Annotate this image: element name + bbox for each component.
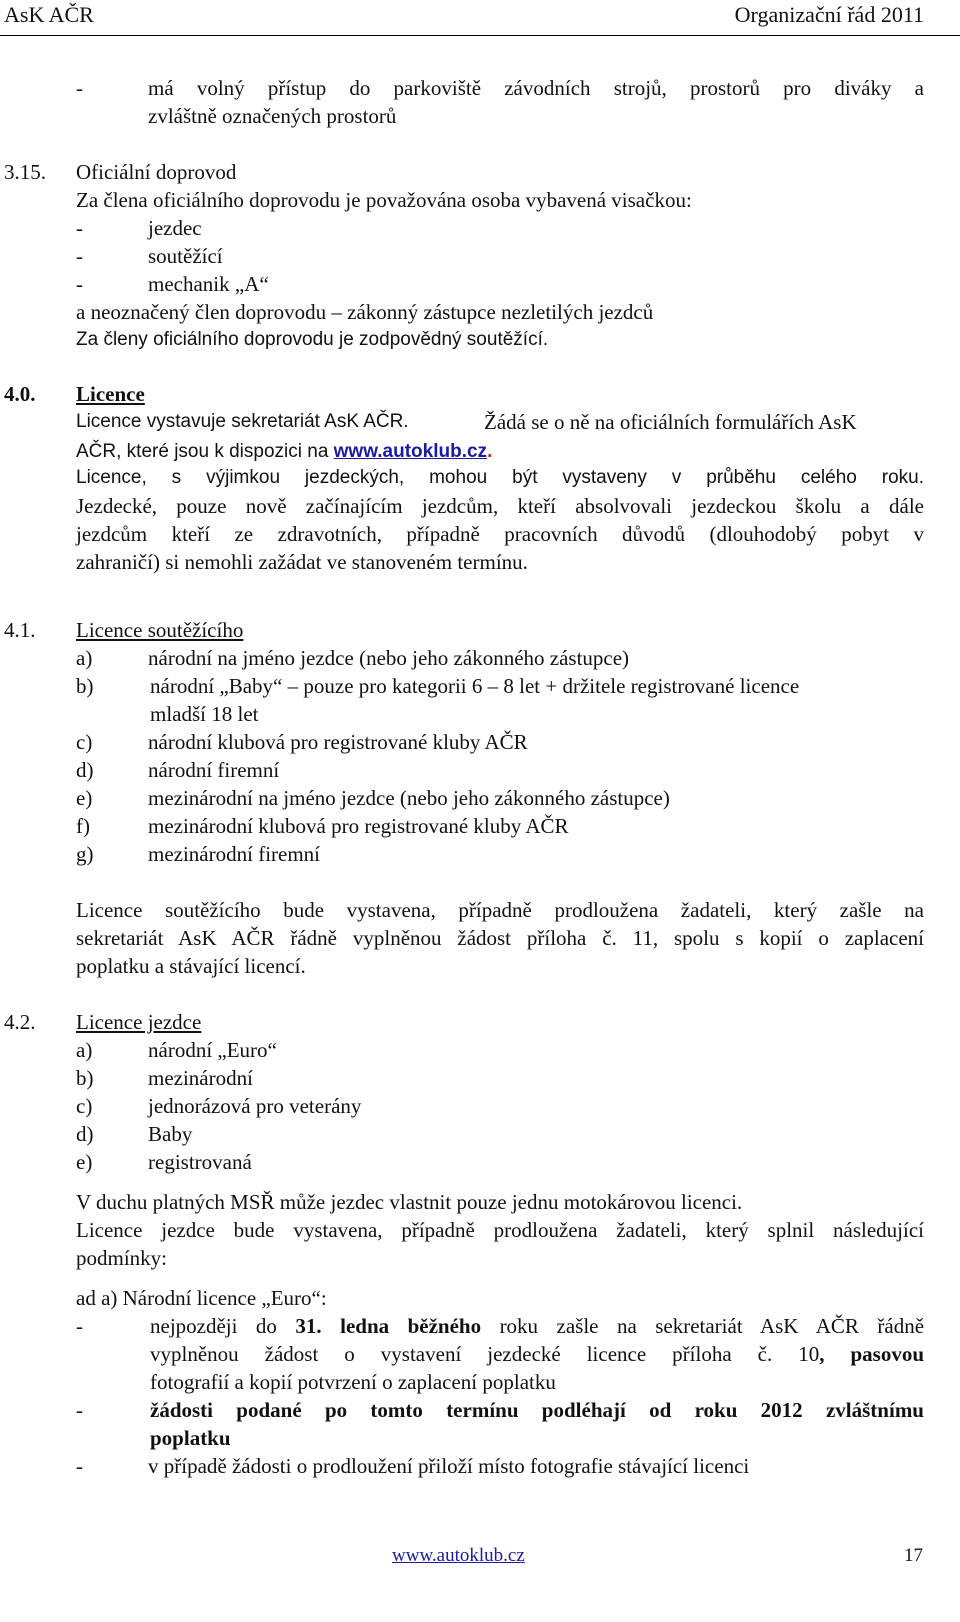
s42-bullet-dash: - [76, 1454, 83, 1478]
s42-bullet3: v případě žádosti o prodloužení přiloží místo fotografie stávající licenci [148, 1454, 750, 1478]
s42-item-letter: e) [76, 1150, 93, 1174]
s42-bullet1-line1 [150, 1312, 924, 1340]
intro-line2: zvláštně označených prostorů [148, 104, 397, 128]
s42-conditions-line1: Licence jezdce bude vystavena, případně prodloužena žadateli, který splnil následující [76, 1218, 924, 1242]
s315-item-dash: - [76, 244, 83, 268]
s42-bullet1-line3: fotografií a kopií potvrzení o zaplacení poplatku [150, 1370, 556, 1394]
s315-unmarked: a neoznačený člen doprovodu – zákonný zástupce nezletilých jezdců [76, 300, 654, 324]
s41-item-letter: c) [76, 730, 93, 754]
s315-responsibility: Za členy oficiálního doprovodu je zodpovědný soutěžící. [76, 329, 549, 350]
s42-bullet-dash: - [76, 1398, 83, 1422]
s41-number: 4.1. [4, 618, 36, 642]
s315-item: jezdec [148, 216, 202, 240]
s315-item-dash: - [76, 272, 83, 296]
page-number: 17 [904, 1545, 923, 1566]
s41-item-letter: f) [76, 814, 90, 838]
s41-p-line3: poplatku a stávající licencí. [76, 954, 306, 978]
s42-ad-a: ad a) Národní licence „Euro“: [76, 1286, 327, 1310]
s42-bullet1-deadline: 31. ledna běžného [295, 1314, 482, 1338]
s42-item-letter: d) [76, 1122, 94, 1146]
s42-msr: V duchu platných MSŘ může jezdec vlastnit pouze jednu motokárovou licenci. [76, 1190, 743, 1214]
intro-line1: má volný přístup do parkoviště závodních strojů, prostorů pro diváky a [148, 76, 924, 100]
s40-p1-part-b: Žádá se o ně na oficiálních formulářích AsK [484, 410, 857, 434]
s40-title: Licence [76, 382, 145, 406]
s42-item-letter: c) [76, 1094, 93, 1118]
s40-p1-part-a: Licence vystavuje sekretariát AsK AČR. [76, 411, 409, 432]
footer-link[interactable]: www.autoklub.cz [392, 1545, 525, 1566]
s41-item: mezinárodní na jméno jezdce (nebo jeho zákonného zástupce) [148, 786, 670, 810]
autoklub-link[interactable]: www.autoklub.cz [333, 441, 488, 462]
s41-p-line2: sekretariát AsK AČR řádně vyplněnou žádost příloha č. 11, spolu s kopií o zaplacení [76, 926, 924, 950]
intro-dash: - [76, 76, 83, 100]
s41-item-letter: e) [76, 786, 93, 810]
s41-title: Licence soutěžícího [76, 618, 244, 642]
s40-p1-line2-text: AČR, které jsou k dispozici na [76, 441, 329, 462]
s315-item: soutěžící [148, 244, 223, 268]
s315-number: 3.15. [4, 160, 46, 184]
s42-conditions-line2: podmínky: [76, 1246, 168, 1270]
s41-item-letter: a) [76, 646, 93, 670]
s41-item: národní na jméno jezdce (nebo jeho zákonného zástupce) [148, 646, 630, 670]
s41-item: národní firemní [148, 758, 280, 782]
s42-item: registrovaná [148, 1150, 252, 1174]
s42-bullet1-pre: nejpozději do [150, 1314, 277, 1338]
s42-number: 4.2. [4, 1010, 36, 1034]
s40-p1-line2 [76, 436, 492, 466]
header-rule [0, 35, 960, 36]
s40-p1-dot: . [487, 441, 493, 462]
header-right: Organizační řád 2011 [734, 2, 924, 27]
s42-bullet1-post: roku zašle na sekretariát AsK AČR řádně [499, 1314, 925, 1338]
s42-bullet2-line1: žádosti podané po tomto termínu podléhají od roku 2012 zvláštnímu [150, 1398, 924, 1422]
s41-item-cont: mladší 18 let [150, 702, 259, 726]
s42-bullet-dash: - [76, 1314, 83, 1338]
s40-number: 4.0. [4, 382, 36, 406]
s42-item: jednorázová pro veterány [148, 1094, 362, 1118]
s41-item: mezinárodní klubová pro registrované kluby AČR [148, 814, 569, 838]
s40-p3-line2: jezdcům kteří ze zdravotních, případně pracovních důvodů (dlouhodobý pobyt v [76, 522, 924, 546]
s40-p2: Licence, s výjimkou jezdeckých, mohou být vystaveny v průběhu celého roku. [76, 467, 924, 488]
s41-item-letter: g) [76, 842, 94, 866]
s315-lead: Za člena oficiálního doprovodu je považována osoba vybavená visačkou: [76, 188, 692, 212]
s42-item-letter: a) [76, 1038, 93, 1062]
s42-bullet1-line2 [150, 1340, 924, 1368]
s41-item: mezinárodní firemní [148, 842, 321, 866]
s42-item: národní „Euro“ [148, 1038, 277, 1062]
s42-item: mezinárodní [148, 1066, 253, 1090]
s41-item-letter: d) [76, 758, 94, 782]
s41-item: národní „Baby“ – pouze pro kategorii 6 – 8 let + držitele registrované licence [150, 674, 800, 698]
s42-bullet2-line2: poplatku [150, 1426, 231, 1450]
s315-item-dash: - [76, 216, 83, 240]
s41-item: národní klubová pro registrované kluby AČR [148, 730, 528, 754]
s42-bullet1-l2b: , pasovou [819, 1342, 924, 1366]
s42-item-letter: b) [76, 1066, 94, 1090]
s42-title: Licence jezdce [76, 1010, 202, 1034]
s40-p3-line1: Jezdecké, pouze nově začínajícím jezdcům, kteří absolvovali jezdeckou školu a dále [76, 494, 924, 518]
s42-item: Baby [148, 1122, 193, 1146]
s41-item-letter: b) [76, 674, 94, 698]
s42-bullet1-l2a: vyplněnou žádost o vystavení jezdecké licence příloha č. 10 [150, 1342, 820, 1366]
s40-p3-line3: zahraničí) si nemohli zažádat ve stanoveném termínu. [76, 550, 528, 574]
s41-p-line1: Licence soutěžícího bude vystavena, případně prodloužena žadateli, který zašle na [76, 898, 924, 922]
s315-item: mechanik „A“ [148, 272, 269, 296]
header-left: AsK AČR [4, 2, 94, 27]
s315-title: Oficiální doprovod [76, 160, 237, 184]
